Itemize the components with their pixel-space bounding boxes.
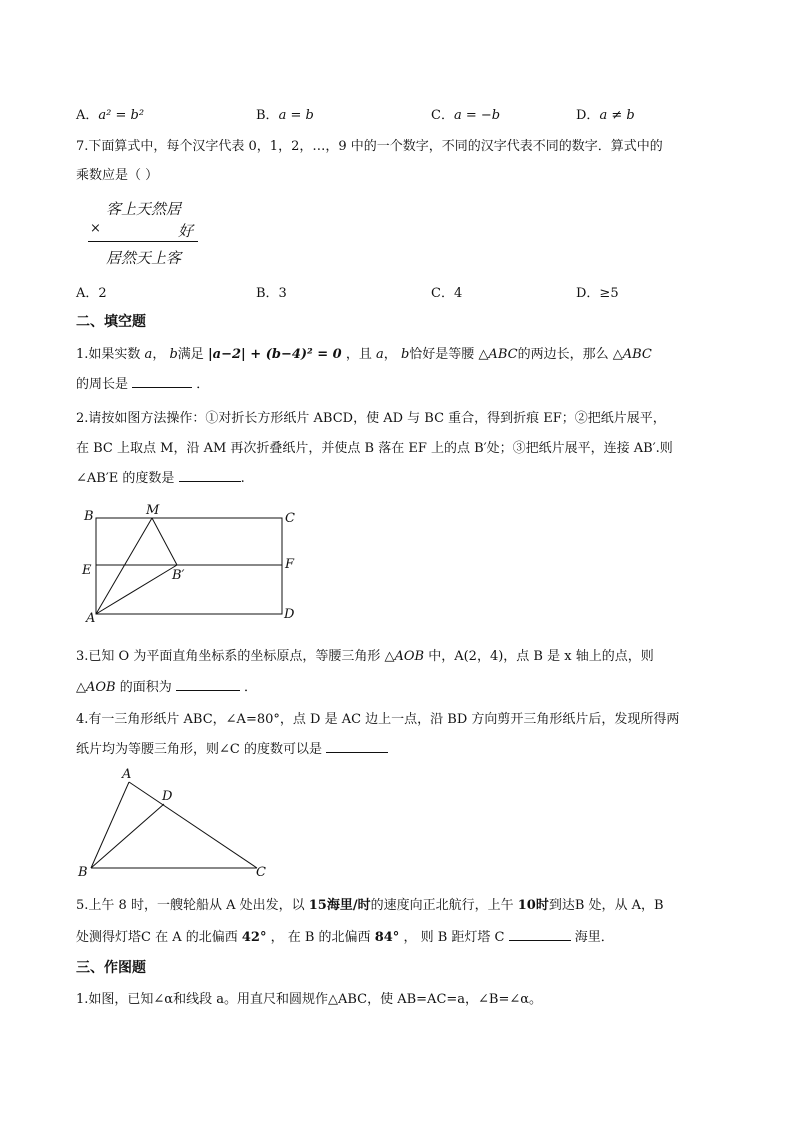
q7-option-b: B．3 — [256, 286, 287, 301]
multiplier: 好 — [178, 222, 194, 240]
q6-option-c: C．a = −b — [431, 108, 501, 123]
label-b-prime: B′ — [172, 568, 185, 583]
multiplication-line — [88, 241, 198, 242]
segment-abp — [96, 565, 177, 614]
fill3-line1: 3.已知 O 为平面直角坐标系的坐标原点，等腰三角形 △AOB 中，A(2，4)，点 B 是 x 轴上的点，则 — [76, 649, 654, 664]
label-f: F — [285, 557, 295, 572]
label-a: A — [122, 767, 132, 782]
q7-stem-line2: 乘数应是（ ） — [76, 168, 159, 183]
fill1-line1: 1.如果实数 a， b满足 |a−2| + (b−4)² = 0 ，且 a， b恰好是等腰 △ABC的两边长，那么 △ABC — [76, 347, 652, 362]
label-m: M — [146, 503, 160, 518]
draw1-stem: 1.如图，已知∠α和线段 a。用直尺和圆规作△ABC，使 AB=AC=a，∠B=∠α。 — [76, 992, 543, 1007]
product: 居然天上客 — [106, 249, 182, 267]
fill2-line2: 在 BC 上取点 M，沿 AM 再次折叠纸片，并使点 B 落在 EF 上的点 B′处；③把纸片展平，连接 AB′.则 — [76, 441, 673, 456]
segment-bd — [91, 804, 164, 868]
q6-option-b: B．a = b — [256, 108, 314, 123]
q7-option-a: A．2 — [76, 286, 107, 301]
answer-blank[interactable] — [132, 375, 192, 388]
times-sign: × — [90, 221, 101, 236]
fill1-line2: 的周长是 ． — [76, 377, 210, 392]
section-2-heading: 二、填空题 — [76, 314, 146, 330]
fill5-line1: 5.上午 8 时，一艘轮船从 A 处出发，以 15海里/时的速度向正北航行，上午 10时到达B 处，从 A，B — [76, 898, 664, 913]
fill4-line2: 纸片均为等腰三角形，则∠C 的度数可以是 — [76, 738, 388, 757]
label-b: B — [84, 509, 94, 524]
label-d: D — [162, 789, 173, 804]
side-ab — [91, 782, 129, 868]
segment-mbp — [152, 518, 177, 565]
fill3-line2: △AOB 的面积为 ． — [76, 680, 258, 695]
label-c: C — [285, 511, 295, 526]
answer-blank[interactable] — [179, 469, 241, 482]
answer-blank[interactable] — [326, 740, 388, 753]
multiplicand: 客上天然居 — [106, 200, 182, 218]
answer-blank[interactable] — [176, 678, 240, 691]
label-b: B — [78, 865, 88, 880]
q6-option-d: D．a ≠ b — [576, 108, 635, 123]
label-a: A — [86, 611, 96, 625]
side-ac — [129, 782, 257, 868]
segment-am — [96, 518, 152, 614]
fill2-line3: ∠AB′E 的度数是 . — [76, 471, 245, 486]
answer-blank[interactable] — [509, 928, 571, 941]
fill4-line1: 4.有一三角形纸片 ABC，∠A=80°，点 D 是 AC 边上一点，沿 BD 方向剪开三角形纸片后，发现所得两 — [76, 712, 680, 727]
q6-option-a: A．a² = b² — [76, 108, 145, 123]
triangle-abc-figure — [74, 762, 274, 880]
fill5-line2: 处测得灯塔C 在 A 的北偏西 42° ， 在 B 的北偏西 84° ， 则 B 距灯塔 C 海里． — [76, 930, 614, 945]
label-e: E — [82, 563, 92, 578]
q7-option-c: C．4 — [431, 286, 463, 301]
label-c: C — [256, 865, 266, 880]
fill2-line1: 2.请按如图方法操作：①对折长方形纸片 ABCD，使 AD 与 BC 重合，得到折痕 EF；②把纸片展平， — [76, 411, 666, 426]
fold-rectangle-figure — [80, 500, 310, 625]
label-d: D — [284, 607, 295, 622]
q7-option-d: D．≥5 — [576, 286, 619, 301]
section-3-heading: 三、作图题 — [76, 960, 146, 976]
q7-stem-line1: 7.下面算式中，每个汉字代表 0，1，2，…，9 中的一个数字，不同的汉字代表不同的数字．算式中的 — [76, 139, 663, 154]
